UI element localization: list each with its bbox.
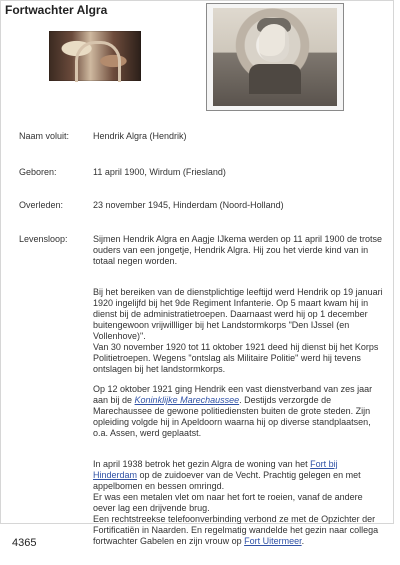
link-fort-bij-hinderdam[interactable]: Fort bij Hinderdam	[93, 459, 338, 480]
levensloop-text	[93, 234, 383, 547]
portrait-collar	[249, 64, 301, 94]
fort-photo	[49, 31, 141, 81]
levensloop-paragraph-4-text-a: In april 1938 betrok het gezin Algra de woning van het	[93, 459, 311, 469]
link-fort-uitermeer[interactable]: Fort Uitermeer	[244, 536, 302, 546]
value-naam: Hendrik Algra (Hendrik)	[93, 131, 187, 141]
levensloop-paragraph-2-text: Bij het bereiken van de dienstplichtige leeftijd werd Hendrik op 19 januari 1920 ingelijfd bij het 9de Regiment Infanterie. Op 5 maart kwam hij in dienst bij de administratietroepen. Daarnaast werd hij op 1 december buitengewoon vrijwillliger bij het Landstormkorps "Den IJssel (en Vollenhove)". Van 30 november 1920 tot 11 oktober 1921 deed hij dienst bij het Korps Politietroepen. Wegens "ontslag als Militaire Politie" werd hij tevens ontslagen bij het landstormkorps.	[93, 287, 383, 374]
value-geboren: 11 april 1900, Wirdum (Friesland)	[93, 167, 226, 177]
arch-decor	[75, 41, 121, 82]
levensloop-paragraph-3-text-a: Op 12 oktober 1921 ging Hendrik een vast dienstverband van zes jaar aan bij de	[93, 384, 373, 405]
label-naam: Naam voluit:	[19, 131, 70, 141]
value-overleden: 23 november 1945, Hinderdam (Noord-Holland)	[93, 200, 284, 210]
portrait-photo-frame	[206, 3, 344, 111]
label-geboren: Geboren:	[19, 167, 57, 177]
page-title: Fortwachter Algra	[5, 3, 108, 17]
portrait-face	[259, 24, 289, 62]
levensloop-paragraph-4-text-b: op de zuidoever van de Vecht. Prachtig gelegen en met appelbomen en bessen omringd. Er was een metalen vlet om naar het fort te roeien, vanaf de andere oever lag een drijvende brug. Een rechtstreekse telefoonverbinding verbond ze met de Opzichter der Fortificatiën in Naarden. En regelmatig wandelde het gezin naar collega fortwachter Gabelen en zijn vrouw op	[93, 470, 379, 546]
levensloop-paragraph-2	[93, 276, 383, 375]
levensloop-paragraph-3-text-b: . Destijds verzorgde de Marechaussee de gewone politiediensten buiten de grote steden. Zijn opleiding volgde hij in Apeldoorn waarna hij op diverse standplaatsen, o.a. Assen, werd geplaatst.	[93, 395, 371, 438]
link-koninklijke-marechaussee[interactable]: Koninklijke Marechaussee	[134, 395, 240, 405]
levensloop-paragraph-4	[93, 448, 383, 547]
page-number: 4365	[12, 537, 37, 549]
levensloop-paragraph-4-text-c: .	[301, 536, 305, 546]
levensloop-paragraph-1: Sijmen Hendrik Algra en Aagje IJkema werden op 11 april 1900 de trotse ouders van een jongetje, Hendrik Algra. Hij zou het vierde kind van in totaal negen worden.	[93, 234, 383, 266]
label-levensloop: Levensloop:	[19, 234, 68, 244]
label-overleden: Overleden:	[19, 200, 64, 210]
portrait-photo	[213, 8, 337, 106]
levensloop-paragraph-3	[93, 384, 383, 439]
